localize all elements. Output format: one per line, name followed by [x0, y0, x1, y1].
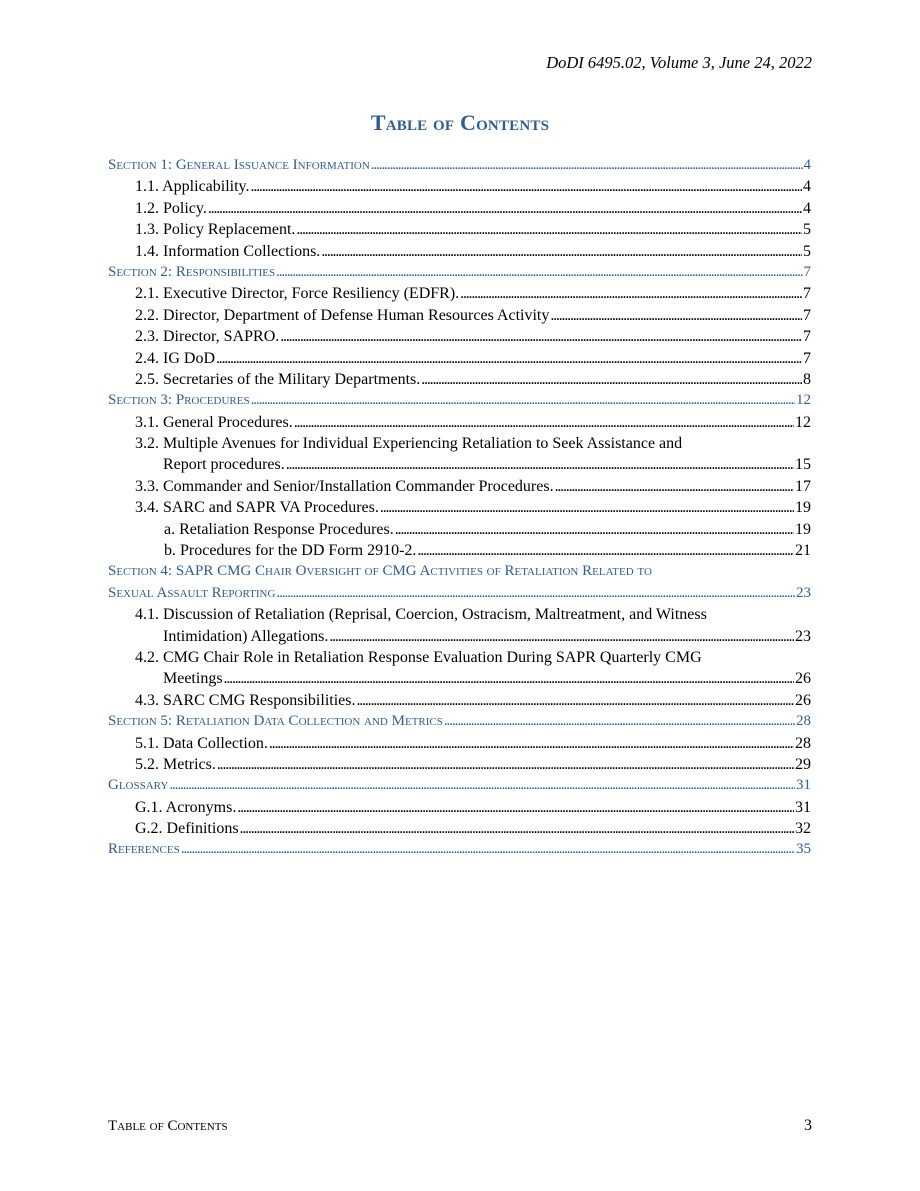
toc-entry-glossary[interactable] — [108, 775, 811, 796]
toc-entry-3-1[interactable] — [108, 412, 811, 433]
toc-leader — [208, 198, 802, 219]
toc-entry-label: a. Retaliation Response Procedures. — [164, 520, 394, 538]
toc-entry-label: 1.1. Applicability. — [135, 178, 250, 196]
table-of-contents — [108, 155, 811, 861]
toc-page-number: 31 — [796, 777, 811, 794]
toc-page-number: 15 — [795, 456, 811, 474]
toc-entry-label: b. Procedures for the DD Form 2910-2. — [164, 542, 417, 560]
toc-entry-3-4-a[interactable] — [108, 519, 811, 540]
toc-entry-label-line2: Report procedures. — [163, 456, 285, 474]
toc-page-number: 35 — [796, 841, 811, 858]
toc-entry-references[interactable] — [108, 840, 811, 861]
toc-entry-label: 5.1. Data Collection. — [135, 734, 268, 752]
toc-entry-label-line1: Section 4: SAPR CMG Chair Oversight of CMG Activities of Retaliation Related to — [108, 563, 652, 580]
toc-entry-label: 2.3. Director, SAPRO. — [135, 328, 280, 346]
toc-entry-label-line1: 4.2. CMG Chair Role in Retaliation Response Evaluation During SAPR Quarterly CMG — [135, 648, 702, 666]
toc-entry-section-2[interactable] — [108, 262, 811, 283]
toc-entry-section-1[interactable] — [108, 155, 811, 176]
toc-entry-label: 4.3. SARC CMG Responsibilities. — [135, 691, 356, 709]
toc-page-number: 28 — [795, 734, 811, 752]
toc-page-number: 7 — [803, 263, 811, 280]
toc-entry-label: 2.1. Executive Director, Force Resiliency (EDFR). — [135, 285, 460, 303]
toc-entry-label-line1: 4.1. Discussion of Retaliation (Reprisal, Coercion, Ostracism, Maltreatment, and Witness — [135, 606, 707, 624]
toc-entry-label: 1.3. Policy Replacement. — [135, 221, 296, 239]
toc-entry-label: Section 5: Retaliation Data Collection and Metrics — [108, 713, 443, 730]
toc-entry-label: 5.2. Metrics. — [135, 755, 216, 773]
footer-page-number: 3 — [804, 1117, 812, 1134]
toc-entry-label: Section 3: Procedures — [108, 392, 250, 409]
toc-entry-label: 1.2. Policy. — [135, 199, 207, 217]
toc-entry-section-5[interactable] — [108, 711, 811, 732]
toc-entry-label: 3.4. SARC and SAPR VA Procedures. — [135, 499, 379, 517]
toc-entry-5-2[interactable] — [108, 754, 811, 775]
toc-entry-label: 2.4. IG DoD — [135, 349, 215, 367]
toc-leader — [237, 797, 794, 818]
toc-page-number: 17 — [795, 477, 811, 495]
toc-entry-label: Section 1: General Issuance Information — [108, 156, 370, 173]
toc-leader — [550, 305, 802, 326]
footer-section-title: Table of Contents — [108, 1118, 228, 1134]
toc-leader — [380, 497, 794, 518]
toc-page-number: 31 — [795, 798, 811, 816]
toc-leader — [460, 283, 802, 304]
toc-page-number: 19 — [795, 499, 811, 517]
toc-entry-2-1[interactable] — [108, 283, 811, 304]
toc-entry-1-2[interactable] — [108, 198, 811, 219]
toc-entry-label-line2: Meetings — [163, 670, 223, 688]
toc-entry-3-4[interactable] — [108, 497, 811, 518]
toc-page-number: 23 — [796, 584, 811, 601]
toc-page-number: 4 — [803, 178, 811, 196]
toc-page-number: 7 — [803, 328, 811, 346]
toc-leader — [251, 390, 795, 411]
toc-leader — [276, 583, 795, 604]
toc-leader — [269, 733, 794, 754]
toc-entry-2-4[interactable] — [108, 348, 811, 369]
toc-page-number: 12 — [796, 392, 811, 409]
toc-leader — [224, 668, 794, 689]
toc-entry-label-line1: 3.2. Multiple Avenues for Individual Experiencing Retaliation to Seek Assistance and — [135, 435, 683, 453]
toc-page-number: 7 — [803, 306, 811, 324]
toc-leader — [444, 711, 795, 732]
toc-leader — [555, 476, 794, 497]
toc-entry-section-3[interactable] — [108, 390, 811, 411]
toc-entry-g-1[interactable] — [108, 797, 811, 818]
toc-entry-3-3[interactable] — [108, 476, 811, 497]
toc-entry-4-1[interactable] — [108, 604, 811, 647]
toc-entry-4-3[interactable] — [108, 690, 811, 711]
toc-entry-label: G.2. Definitions — [135, 820, 239, 838]
toc-leader — [286, 454, 794, 475]
toc-page-number: 7 — [803, 285, 811, 303]
toc-entry-3-2[interactable] — [108, 433, 811, 476]
toc-entry-2-5[interactable] — [108, 369, 811, 390]
toc-page-number: 7 — [803, 349, 811, 367]
toc-page-number: 5 — [803, 242, 811, 260]
toc-page-number: 4 — [803, 199, 811, 217]
toc-entry-label: 1.4. Information Collections. — [135, 242, 321, 260]
toc-page-number: 32 — [795, 820, 811, 838]
toc-entry-label: References — [108, 841, 180, 858]
toc-leader — [280, 326, 802, 347]
toc-page-number: 26 — [795, 670, 811, 688]
toc-leader — [421, 369, 802, 390]
toc-entry-g-2[interactable] — [108, 818, 811, 839]
toc-leader — [240, 818, 794, 839]
toc-leader — [417, 540, 794, 561]
toc-entry-label: Section 2: Responsibilities — [108, 263, 276, 280]
toc-page-number: 21 — [795, 542, 811, 560]
toc-page-number: 19 — [795, 520, 811, 538]
toc-entry-4-2[interactable] — [108, 647, 811, 690]
toc-entry-label: 2.2. Director, Department of Defense Human Resources Activity — [135, 306, 550, 324]
toc-title: Table of Contents — [370, 110, 550, 135]
toc-entry-label-line2: Intimidation) Allegations. — [163, 627, 329, 645]
toc-entry-2-3[interactable] — [108, 326, 811, 347]
toc-page-number: 12 — [795, 413, 811, 431]
toc-leader — [294, 412, 794, 433]
toc-entry-label: G.1. Acronyms. — [135, 798, 237, 816]
toc-leader — [251, 176, 802, 197]
toc-leader — [276, 262, 802, 283]
toc-entry-1-3[interactable] — [108, 219, 811, 240]
toc-entry-label-line2: Sexual Assault Reporting — [108, 584, 276, 601]
toc-entry-label: Glossary — [108, 777, 169, 794]
toc-page-number: 29 — [795, 755, 811, 773]
toc-entry-label: 3.3. Commander and Senior/Installation Commander Procedures. — [135, 477, 554, 495]
toc-leader — [356, 690, 794, 711]
toc-entry-1-4[interactable] — [108, 241, 811, 262]
toc-entry-3-4-b[interactable] — [108, 540, 811, 561]
toc-entry-label: 3.1. General Procedures. — [135, 413, 293, 431]
toc-leader — [217, 754, 794, 775]
toc-leader — [216, 348, 802, 369]
toc-entry-2-2[interactable] — [108, 305, 811, 326]
toc-entry-label: 2.5. Secretaries of the Military Departments. — [135, 370, 421, 388]
toc-entry-section-4[interactable] — [108, 561, 811, 604]
toc-page-number: 26 — [795, 691, 811, 709]
toc-leader — [321, 241, 802, 262]
toc-leader — [329, 626, 794, 647]
toc-page-number: 28 — [796, 713, 811, 730]
toc-leader — [169, 775, 795, 796]
document-header: DoDI 6495.02, Volume 3, June 24, 2022 — [546, 53, 812, 72]
toc-leader — [395, 519, 794, 540]
toc-page-number: 23 — [795, 627, 811, 645]
toc-page-number: 8 — [803, 370, 811, 388]
toc-page-number: 5 — [803, 221, 811, 239]
toc-page-number: 4 — [803, 156, 811, 173]
toc-leader — [371, 155, 803, 176]
toc-entry-5-1[interactable] — [108, 733, 811, 754]
toc-leader — [181, 839, 795, 860]
toc-entry-1-1[interactable] — [108, 176, 811, 197]
toc-leader — [296, 219, 802, 240]
